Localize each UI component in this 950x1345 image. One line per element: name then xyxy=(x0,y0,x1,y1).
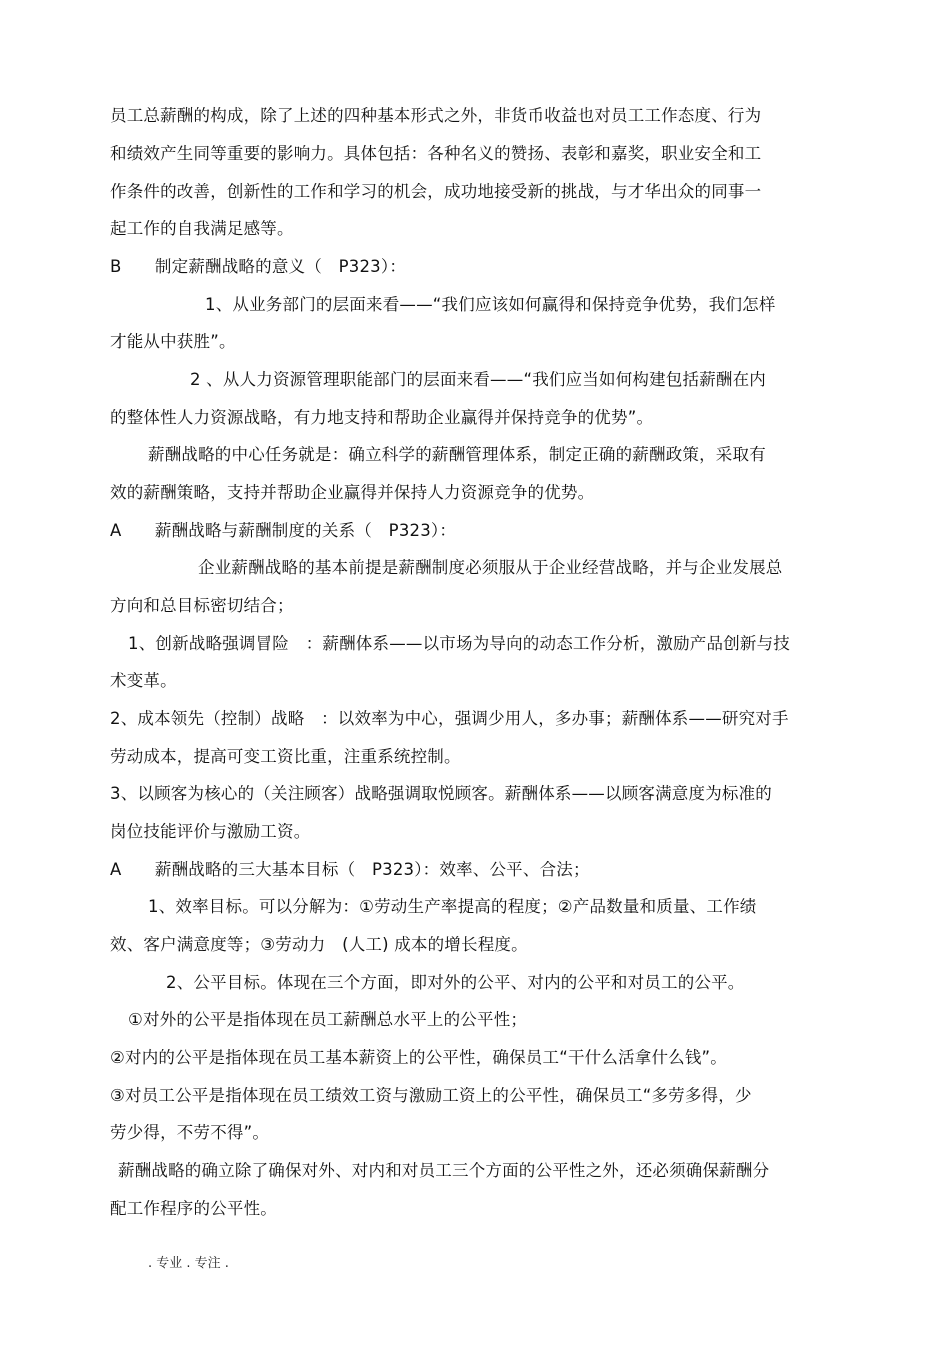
section-heading: A 薪酬战略的三大基本目标（ P323）：效率、公平、合法； xyxy=(110,860,590,879)
paragraph-line: 配工作程序的公平性。 xyxy=(110,1199,277,1218)
paragraph-line: 和绩效产生同等重要的影响力。具体包括：各种名义的赞扬、表彰和嘉奖，职业安全和工 xyxy=(110,144,762,163)
paragraph-line: 员工总薪酬的构成，除了上述的四种基本形式之外，非货币收益也对员工工作态度、行为 xyxy=(110,106,762,125)
paragraph-line: 岗位技能评价与激励工资。 xyxy=(110,822,311,841)
section-heading: B 制定薪酬战略的意义（ P323）： xyxy=(110,257,407,276)
paragraph-line: 效、客户满意度等；③劳动力 (人工) 成本的增长程度。 xyxy=(110,935,528,954)
paragraph-line: 1、从业务部门的层面来看——“我们应该如何赢得和保持竞争优势，我们怎样 xyxy=(205,295,776,314)
paragraph-line: 作条件的改善，创新性的工作和学习的机会，成功地接受新的挑战，与才华出众的同事一 xyxy=(110,182,762,201)
paragraph-line: 起工作的自我满足感等。 xyxy=(110,219,294,238)
paragraph-line: 3、以顾客为核心的（关注顾客）战略强调取悦顾客。薪酬体系——以顾客满意度为标准的 xyxy=(110,784,772,803)
paragraph-line: 术变革。 xyxy=(110,671,177,690)
paragraph-line: 方向和总目标密切结合； xyxy=(110,596,294,615)
paragraph-line: ③对员工公平是指体现在员工绩效工资与激励工资上的公平性，确保员工“多劳多得，少 xyxy=(110,1086,752,1105)
paragraph-line: 效的薪酬策略，支持并帮助企业赢得并保持人力资源竞争的优势。 xyxy=(110,483,595,502)
paragraph-line: 薪酬战略的确立除了确保对外、对内和对员工三个方面的公平性之外，还必须确保薪酬分 xyxy=(118,1161,770,1180)
paragraph-line: 2 、从人力资源管理职能部门的层面来看——“我们应当如何构建包括薪酬在内 xyxy=(190,370,766,389)
paragraph-line: 才能从中获胜”。 xyxy=(110,332,236,351)
paragraph-line: 1、效率目标。可以分解为：①劳动生产率提高的程度；②产品数量和质量、工作绩 xyxy=(148,897,757,916)
paragraph-line: ①对外的公平是指体现在员工薪酬总水平上的公平性； xyxy=(128,1010,528,1029)
paragraph-line: 1、创新战略强调冒险 ：薪酬体系——以市场为导向的动态工作分析，激励产品创新与技 xyxy=(128,634,790,653)
section-heading: A 薪酬战略与薪酬制度的关系（ P323）： xyxy=(110,521,457,540)
paragraph-line: 劳少得，不劳不得”。 xyxy=(110,1123,270,1142)
paragraph-line: ②对内的公平是指体现在员工基本薪资上的公平性，确保员工“干什么活拿什么钱”。 xyxy=(110,1048,727,1067)
paragraph-line: 劳动成本，提高可变工资比重，注重系统控制。 xyxy=(110,747,461,766)
paragraph-line: 薪酬战略的中心任务就是：确立科学的薪酬管理体系，制定正确的薪酬政策，采取有 xyxy=(148,445,766,464)
paragraph-line: 企业薪酬战略的基本前提是薪酬制度必须服从于企业经营战略，并与企业发展总 xyxy=(198,558,783,577)
page-footer: . 专业 . 专注 . xyxy=(148,1256,229,1271)
paragraph-line: 2、公平目标。体现在三个方面，即对外的公平、对内的公平和对员工的公平。 xyxy=(166,973,745,992)
paragraph-line: 的整体性人力资源战略，有力地支持和帮助企业赢得并保持竞争的优势”。 xyxy=(110,408,654,427)
paragraph-line: 2、成本领先（控制）战略 ：以效率为中心，强调少用人，多办事；薪酬体系——研究对手 xyxy=(110,709,789,728)
